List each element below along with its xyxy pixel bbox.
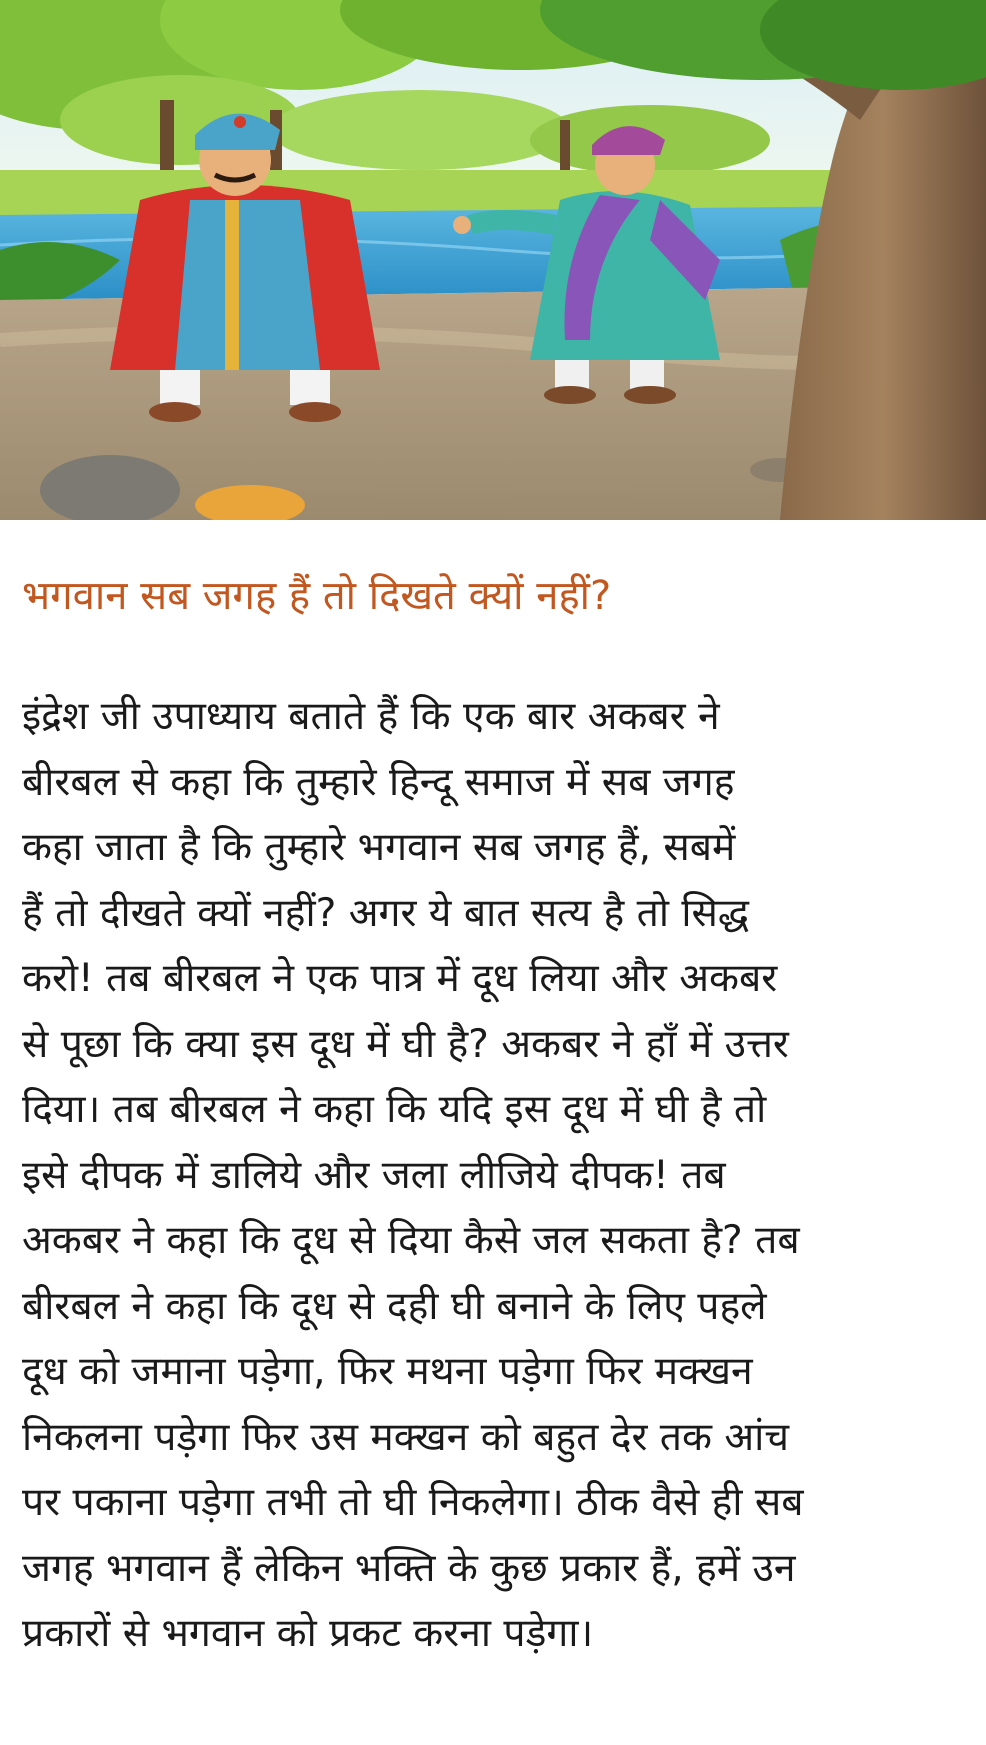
story-illustration [0, 0, 986, 520]
story-body-line: कहा जाता है कि तुम्हारे भगवान सब जगह हैं, सबमें [22, 825, 736, 870]
story-body-line: बीरबल से कहा कि तुम्हारे हिन्दू समाज में सब जगह [22, 759, 735, 805]
story-body-line: करो! तब बीरबल ने एक पात्र में दूध लिया और अकबर [22, 956, 778, 1001]
story-body-line: अकबर ने कहा कि दूध से दिया कैसे जल सकता है? तब [22, 1218, 800, 1263]
akbar-birbal-illustration [0, 0, 986, 520]
story-body-line: हैं तो दीखते क्यों नहीं? अगर ये बात सत्य है तो सिद्ध [22, 890, 749, 936]
story-body-line: इसे दीपक में डालिये और जला लीजिये दीपक! तब [22, 1152, 726, 1198]
story-article [22, 568, 972, 1667]
story-body-line: पर पकाना पड़ेगा तभी तो घी निकलेगा। ठीक वैसे ही सब [22, 1480, 804, 1525]
story-body-line: बीरबल ने कहा कि दूध से दही घी बनाने के लिए पहले [22, 1283, 767, 1329]
story-body [22, 684, 972, 1667]
story-title: भगवान सब जगह हैं तो दिखते क्यों नहीं? [22, 573, 612, 619]
story-body-line: दूध को जमाना पड़ेगा, फिर मथना पड़ेगा फिर मक्खन [22, 1349, 753, 1394]
story-body-line: दिया। तब बीरबल ने कहा कि यदि इस दूध में घी है तो [22, 1087, 767, 1132]
story-body-line: निकलना पड़ेगा फिर उस मक्खन को बहुत देर तक आंच [22, 1414, 790, 1460]
story-body-line: इंद्रेश जी उपाध्याय बताते हैं कि एक बार अकबर ने [22, 694, 720, 739]
story-body-line: से पूछा कि क्या इस दूध में घी है? अकबर ने हाँ में उत्तर [22, 1021, 789, 1067]
story-body-line: प्रकारों से भगवान को प्रकट करना पड़ेगा। [22, 1611, 594, 1656]
story-body-line: जगह भगवान हैं लेकिन भक्ति के कुछ प्रकार हैं, हमें उन [22, 1545, 796, 1591]
